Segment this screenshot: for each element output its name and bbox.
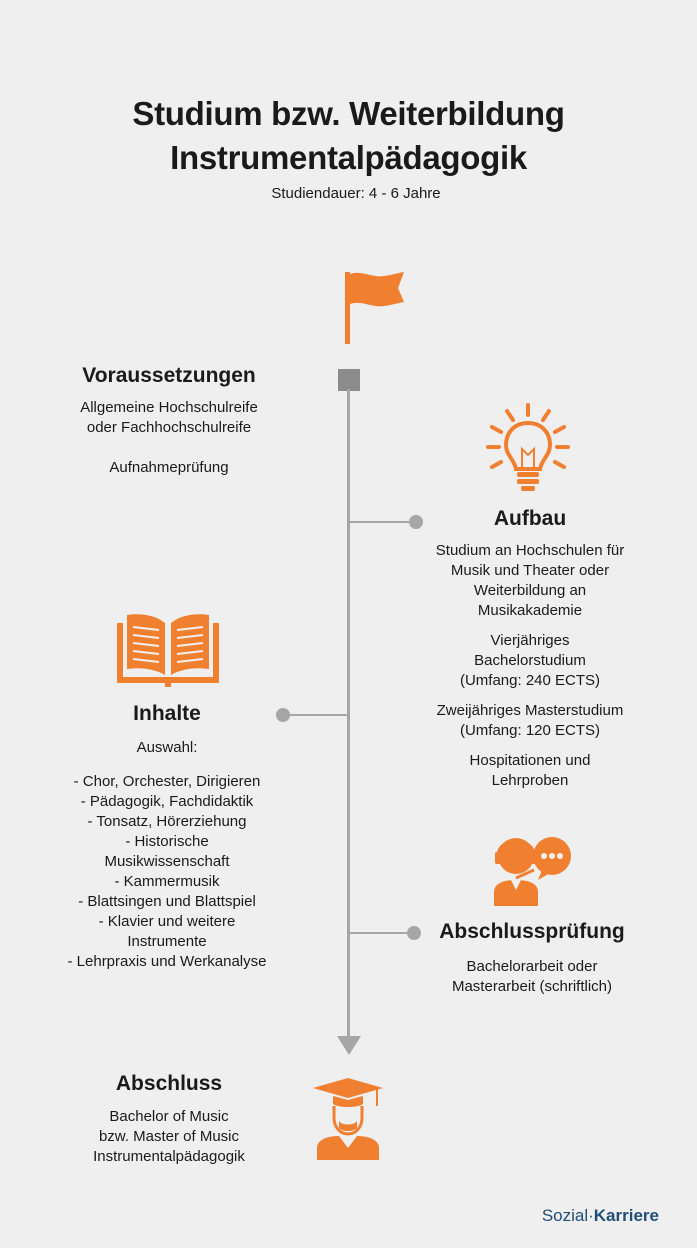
aufbau-paragraph-1 [399, 541, 661, 621]
lightbulb-icon [486, 403, 570, 493]
abschlusspruefung-line: Masterarbeit (schriftlich) [451, 978, 613, 995]
flag-icon [342, 270, 408, 346]
aufbau-line: Weiterbildung an [473, 582, 587, 599]
inhalte-item: - Kammermusik [114, 873, 220, 890]
section-abschlusspruefung [399, 920, 665, 997]
aufbau-line: Zweijähriges Masterstudium [436, 702, 624, 719]
abschlusspruefung-text [399, 957, 665, 997]
inhalte-item: - Historische [125, 833, 209, 850]
book-icon [115, 613, 221, 687]
inhalte-item: - Pädagogik, Fachdidaktik [80, 793, 254, 810]
aufbau-line: Studium an Hochschulen für [435, 542, 625, 559]
aufbau-line: (Umfang: 240 ECTS) [459, 672, 601, 689]
title-line-1: Studium bzw. Weiterbildung [132, 95, 565, 132]
abschluss-line: Bachelor of Music [109, 1108, 229, 1125]
aufbau-heading: Aufbau [493, 507, 567, 530]
aufbau-line: Musik und Theater oder [450, 562, 610, 579]
subtitle: Studiendauer: 4 - 6 Jahre [271, 185, 441, 202]
abschlusspruefung-heading: Abschlussprüfung [439, 920, 625, 943]
voraussetzungen-heading: Voraussetzungen [82, 364, 256, 387]
inhalte-item: - Lehrpraxis und Werkanalyse [67, 953, 267, 970]
aufbau-text [399, 541, 661, 791]
aufbau-line: Lehrproben [491, 772, 569, 789]
voraussetzungen-line: oder Fachhochschulreife [86, 419, 252, 436]
aufbau-line: Vierjähriges [490, 632, 570, 649]
inhalte-heading: Inhalte [133, 702, 201, 725]
abschluss-text [34, 1107, 304, 1167]
abschluss-heading: Abschluss [115, 1072, 223, 1095]
voraussetzungen-line: Allgemeine Hochschulreife [80, 399, 258, 416]
logo-part-1: Sozial· [541, 1206, 594, 1225]
title-line-2: Instrumentalpädagogik [170, 139, 527, 176]
inhalte-item: Instrumente [127, 933, 207, 950]
voraussetzungen-text [34, 398, 304, 478]
inhalte-item: - Klavier und weitere [98, 913, 236, 930]
aufbau-paragraph-3 [399, 701, 661, 741]
aufbau-line: Hospitationen und [469, 752, 591, 769]
inhalte-item: - Tonsatz, Hörerziehung [87, 813, 247, 830]
abschluss-line: bzw. Master of Music [98, 1128, 240, 1145]
inhalte-item: Musikwissenschaft [104, 853, 230, 870]
inhalte-text [34, 738, 300, 972]
aufbau-line: Bachelorstudium [474, 652, 586, 669]
logo [542, 1206, 659, 1226]
aufbau-paragraph-2 [399, 631, 661, 691]
inhalte-item: - Chor, Orchester, Dirigieren [73, 773, 261, 790]
logo-part-2: Karriere [593, 1206, 659, 1225]
section-abschluss [34, 1072, 304, 1167]
graduate-icon [313, 1076, 383, 1160]
inhalte-item: - Blattsingen und Blattspiel [78, 893, 256, 910]
inhalte-intro: Auswahl: [136, 739, 198, 756]
section-aufbau [399, 507, 661, 801]
section-voraussetzungen [34, 364, 304, 478]
timeline-start-marker [338, 369, 360, 391]
aufbau-paragraph-4 [399, 751, 661, 791]
page-title [0, 92, 697, 180]
section-inhalte [34, 702, 300, 972]
aufbau-line: (Umfang: 120 ECTS) [459, 722, 601, 739]
speech-person-icon [494, 826, 576, 908]
timeline-arrow-icon [337, 1036, 361, 1056]
abschlusspruefung-line: Bachelorarbeit oder [466, 958, 598, 975]
voraussetzungen-line: Aufnahmeprüfung [109, 459, 229, 476]
abschluss-line: Instrumentalpädagogik [93, 1148, 245, 1165]
aufbau-line: Musikakademie [477, 602, 583, 619]
